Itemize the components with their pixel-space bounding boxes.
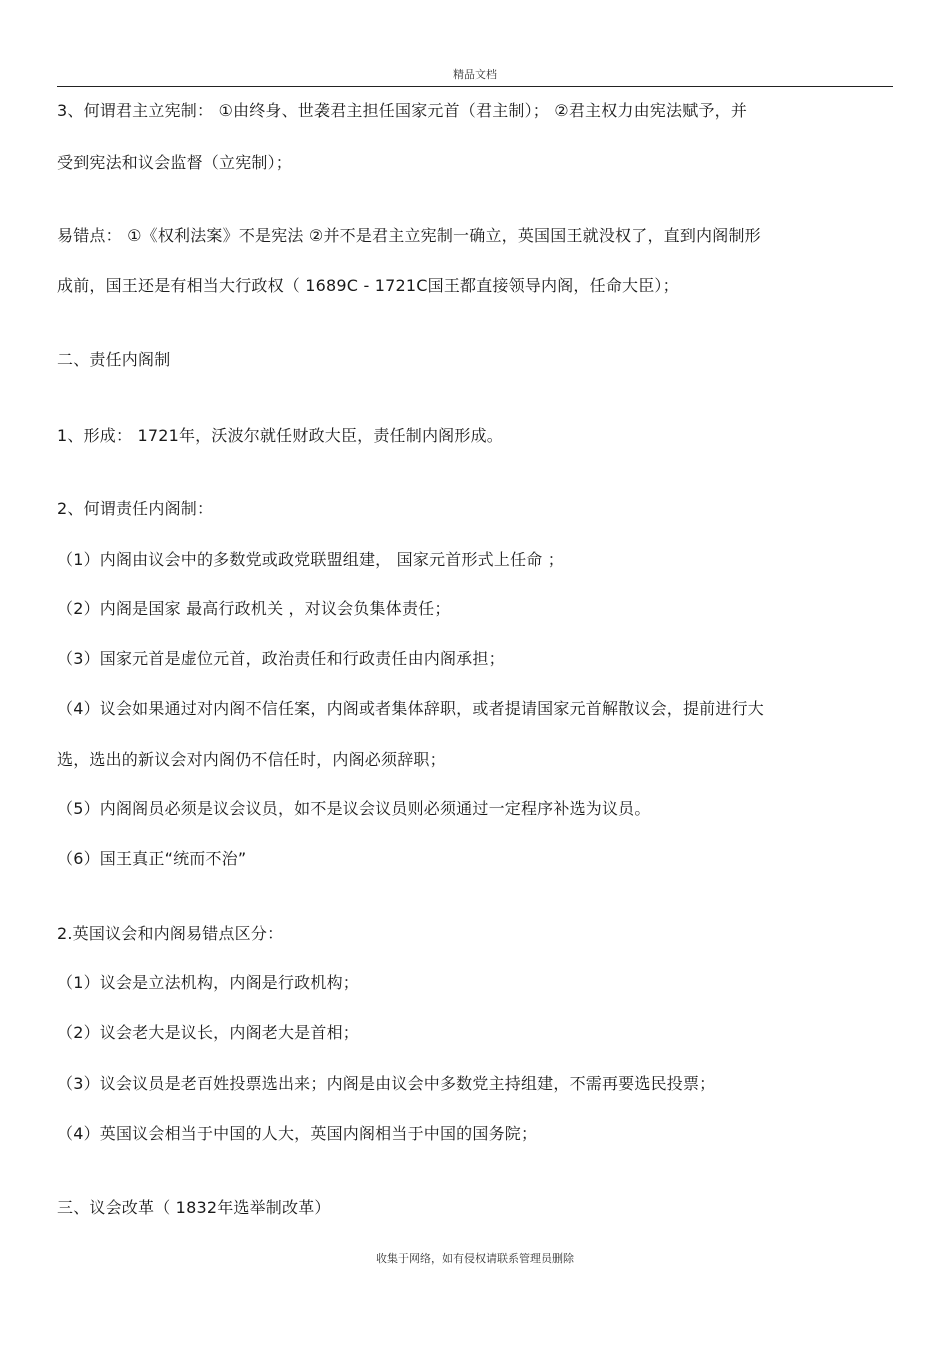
text-line: 3、何谓君主立宪制： ①由终身、世袭君主担任国家元首（君主制）； ②君主权力由宪法赋予，并 (57, 101, 748, 120)
list-item: （5）内阁阁员必须是议会议员，如不是议会议员则必须通过一定程序补选为议员。 (57, 799, 651, 818)
header-divider (57, 86, 893, 87)
list-item: （1）议会是立法机构，内阁是行政机构； (57, 973, 359, 992)
list-item: （2）议会老大是议长，内阁老大是首相； (57, 1023, 359, 1042)
text-line: 选，选出的新议会对内阁仍不信任时，内阁必须辞职； (57, 750, 446, 769)
list-item: （4）英国议会相当于中国的人大，英国内阁相当于中国的国务院； (57, 1124, 538, 1143)
list-item: （6）国王真正“统而不治” (57, 849, 247, 868)
list-item: （4）议会如果通过对内阁不信任案，内阁或者集体辞职，或者提请国家元首解散议会，提前进行大 (57, 699, 764, 718)
section-heading: 三、议会改革（ 1832年选举制改革） (57, 1198, 331, 1217)
page-header: 精品文档 (453, 68, 497, 81)
section-heading: 2.英国议会和内阁易错点区分： (57, 924, 284, 943)
section-heading: 二、责任内阁制 (57, 350, 171, 369)
page-footer: 收集于网络，如有侵权请联系管理员删除 (376, 1252, 574, 1265)
list-item: （1）内阁由议会中的多数党或政党联盟组建， 国家元首形式上任命 ； (57, 550, 564, 569)
text-line: 易错点： ①《权利法案》不是宪法 ②并不是君主立宪制一确立，英国国王就没权了，直到内阁制形 (57, 226, 761, 245)
text-line: 成前，国王还是有相当大行政权（ 1689C - 1721C国王都直接领导内阁，任命大臣）； (57, 276, 679, 295)
text-line: 1、形成： 1721年，沃波尔就任财政大臣，责任制内阁形成。 (57, 426, 503, 445)
list-item: （3）议会议员是老百姓投票选出来；内阁是由议会中多数党主持组建，不需再要选民投票； (57, 1074, 716, 1093)
text-line: 2、何谓责任内阁制： (57, 499, 214, 518)
text-line: 受到宪法和议会监督（立宪制）； (57, 153, 293, 172)
list-item: （2）内阁是国家 最高行政机关 ，对议会负集体责任； (57, 599, 451, 618)
list-item: （3）国家元首是虚位元首，政治责任和行政责任由内阁承担； (57, 649, 505, 668)
